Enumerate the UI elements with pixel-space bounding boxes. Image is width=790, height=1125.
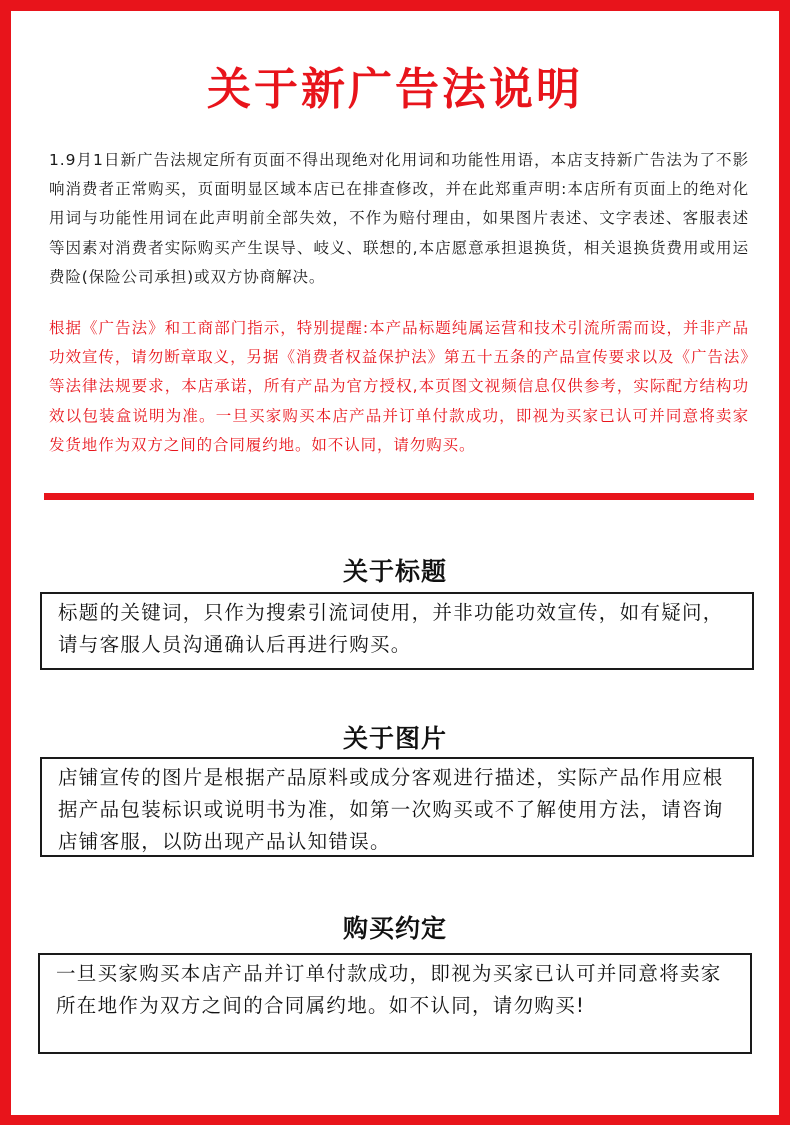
red-divider xyxy=(44,493,754,500)
section-title-text: 标题的关键词，只作为搜索引流词使用，并非功能功效宣传，如有疑问，请与客服人员沟通确认后再进行购买。 xyxy=(58,601,724,656)
section-image-heading: 关于图片 xyxy=(342,724,447,753)
section-title-heading: 关于标题 xyxy=(342,557,447,586)
section-purchase-box xyxy=(38,953,752,1054)
section-image-box xyxy=(40,757,754,857)
warning-paragraph: 根据《广告法》和工商部门指示，特别提醒:本产品标题纯属运营和技术引流所需而设，并非产品功效宣传，请勿断章取义，另据《消费者权益保护法》第五十五条的产品宣传要求以及《广告法》等法律法规要求，本店承诺，所有产品为官方授权,本页图文视频信息仅供参考，实际配方结构功效以包装盒说明为准。一旦买家购买本店产品并订单付款成功，即视为买家已认可并同意将卖家发货地作为双方之间的合同履约地。如不认同，请勿购买。 xyxy=(49,319,749,454)
page-title: 关于新广告法说明 xyxy=(207,64,583,115)
section-purchase-heading: 购买约定 xyxy=(342,914,447,943)
section-purchase-text: 一旦买家购买本店产品并订单付款成功，即视为买家已认可并同意将卖家所在地作为双方之间的合同属约地。如不认同，请勿购买! xyxy=(56,962,722,1017)
section-title-box xyxy=(40,592,754,670)
notice-paragraph: 1.9月1日新广告法规定所有页面不得出现绝对化用词和功能性用语，本店支持新广告法为了不影响消费者正常购买，页面明显区域本店已在排查修改，并在此郑重声明:本店所有页面上的绝对化用词与功能性用词在此声明前全部失效，不作为赔付理由，如果图片表述、文字表述、客服表述等因素对消费者实际购买产生误导、岐义、联想的,本店愿意承担退换货，相关退换货费用或用运费险(保险公司承担)或双方协商解决。 xyxy=(49,151,749,286)
section-image-text: 店铺宣传的图片是根据产品原料或成分客观进行描述，实际产品作用应根据产品包装标识或说明书为准，如第一次购买或不了解使用方法，请咨询店铺客服，以防出现产品认知错误。 xyxy=(58,766,724,853)
